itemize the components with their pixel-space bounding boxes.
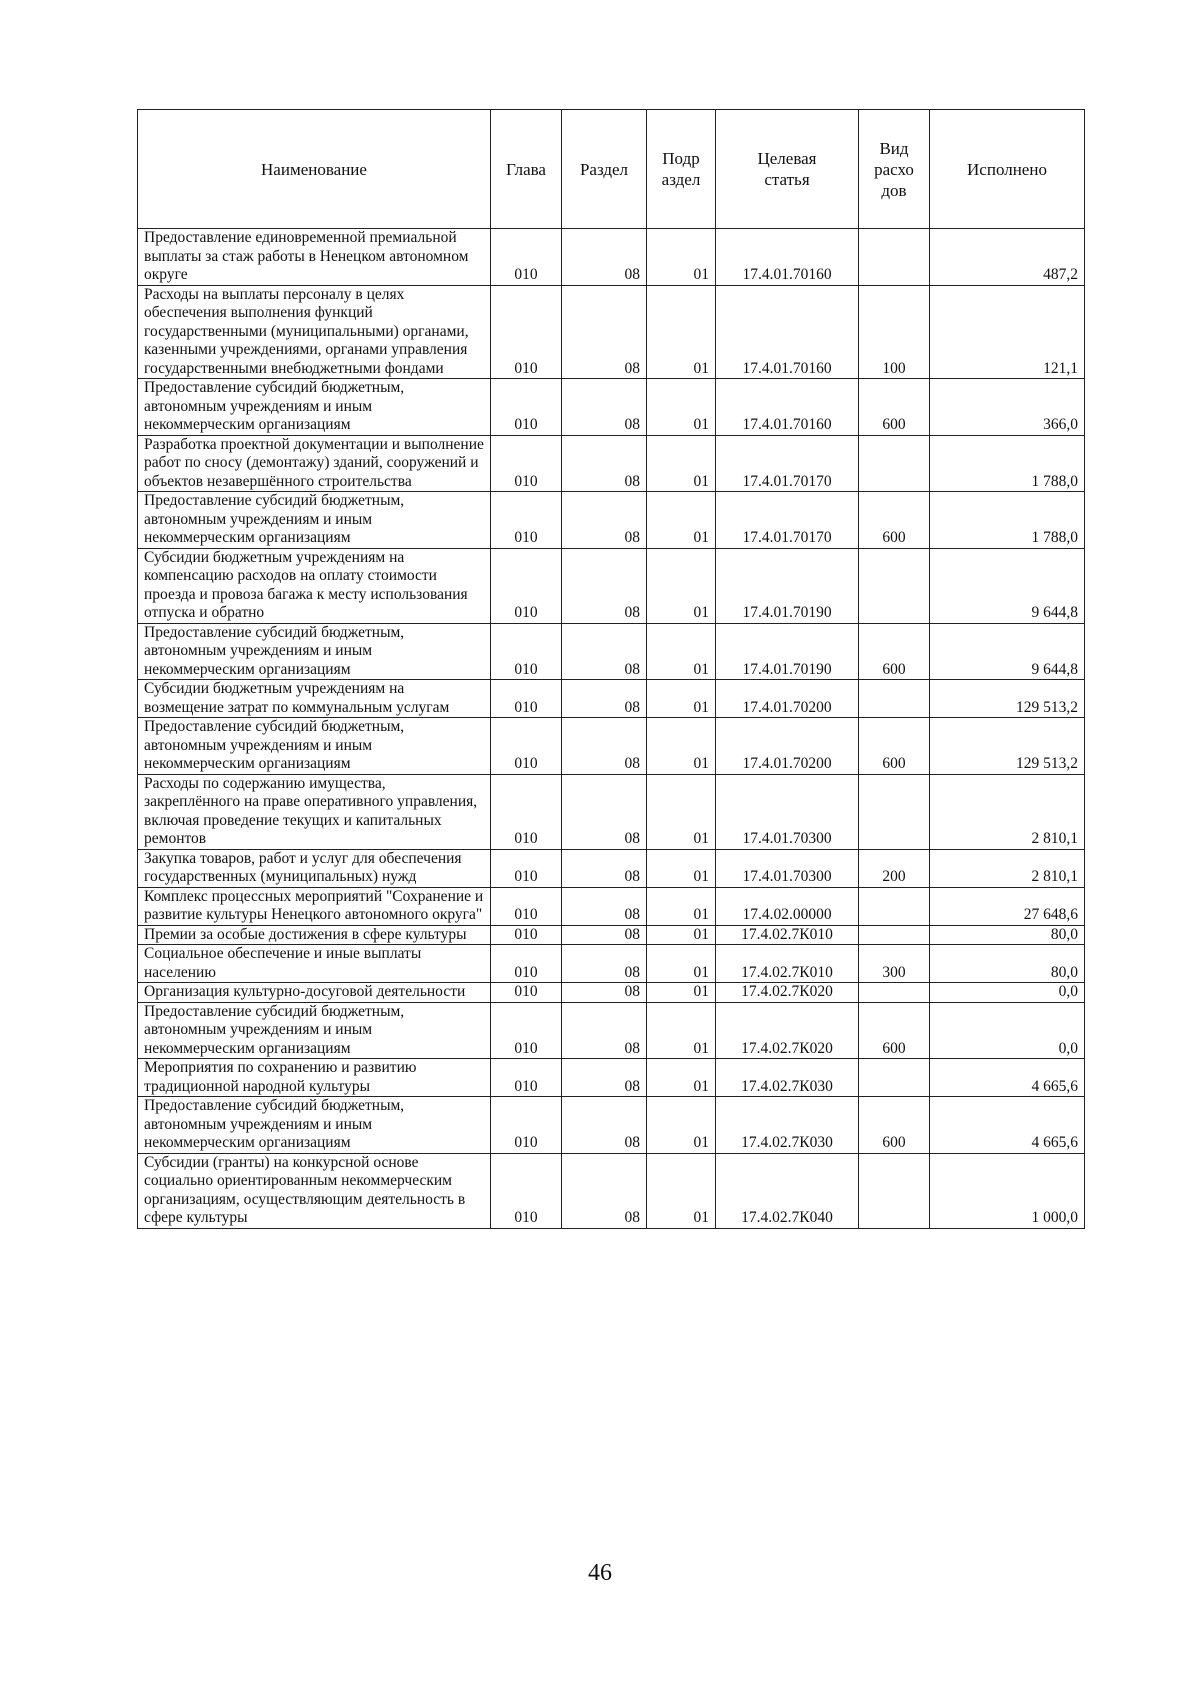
cell-name: Премии за особые достижения в сфере культуры	[138, 925, 491, 945]
table-row	[138, 983, 1085, 1003]
cell-ispolneno: 121,1	[930, 285, 1085, 379]
table-header	[138, 110, 1085, 229]
cell-razdel: 08	[562, 925, 647, 945]
cell-vid	[859, 680, 930, 718]
cell-glava: 010	[491, 680, 562, 718]
header-name: Наименование	[138, 110, 491, 229]
header-ispolneno: Исполнено	[930, 110, 1085, 229]
cell-ispolneno: 1 000,0	[930, 1153, 1085, 1228]
cell-name: Предоставление субсидий бюджетным, автономным учреждениям и иным некоммерческим организациям	[138, 623, 491, 680]
cell-podrazdel: 01	[647, 849, 716, 887]
cell-razdel: 08	[562, 492, 647, 549]
table-row	[138, 229, 1085, 286]
cell-ispolneno: 2 810,1	[930, 849, 1085, 887]
cell-vid	[859, 983, 930, 1003]
table-row	[138, 680, 1085, 718]
budget-table	[137, 109, 1085, 1229]
cell-glava: 010	[491, 774, 562, 849]
table-row	[138, 492, 1085, 549]
table-body	[138, 229, 1085, 1229]
cell-ispolneno: 80,0	[930, 945, 1085, 983]
cell-razdel: 08	[562, 887, 647, 925]
cell-podrazdel: 01	[647, 492, 716, 549]
cell-name: Закупка товаров, работ и услуг для обеспечения государственных (муниципальных) нужд	[138, 849, 491, 887]
cell-podrazdel: 01	[647, 229, 716, 286]
cell-podrazdel: 01	[647, 1059, 716, 1097]
table-row	[138, 887, 1085, 925]
table-row	[138, 1097, 1085, 1154]
cell-vid: 600	[859, 623, 930, 680]
cell-vid	[859, 435, 930, 492]
cell-podrazdel: 01	[647, 435, 716, 492]
cell-ispolneno: 1 788,0	[930, 492, 1085, 549]
cell-statya: 17.4.01.70190	[716, 548, 859, 623]
cell-vid	[859, 229, 930, 286]
cell-name: Предоставление субсидий бюджетным, автономным учреждениям и иным некоммерческим организациям	[138, 1097, 491, 1154]
cell-statya: 17.4.01.70170	[716, 492, 859, 549]
table-row	[138, 718, 1085, 775]
cell-glava: 010	[491, 548, 562, 623]
cell-podrazdel: 01	[647, 925, 716, 945]
cell-name: Расходы по содержанию имущества, закреплённого на праве оперативного управления, включая проведение текущих и капитальных ремонтов	[138, 774, 491, 849]
cell-statya: 17.4.02.00000	[716, 887, 859, 925]
table-row	[138, 945, 1085, 983]
cell-vid: 600	[859, 379, 930, 436]
cell-razdel: 08	[562, 285, 647, 379]
cell-glava: 010	[491, 379, 562, 436]
cell-ispolneno: 1 788,0	[930, 435, 1085, 492]
cell-podrazdel: 01	[647, 1153, 716, 1228]
cell-podrazdel: 01	[647, 623, 716, 680]
cell-vid: 600	[859, 492, 930, 549]
cell-razdel: 08	[562, 1002, 647, 1059]
cell-name: Субсидии (гранты) на конкурсной основе социально ориентированным некоммерческим организациям, осуществляющим деятельность в сфере культуры	[138, 1153, 491, 1228]
cell-statya: 17.4.01.70170	[716, 435, 859, 492]
cell-ispolneno: 4 665,6	[930, 1059, 1085, 1097]
cell-podrazdel: 01	[647, 774, 716, 849]
cell-ispolneno: 366,0	[930, 379, 1085, 436]
cell-glava: 010	[491, 229, 562, 286]
cell-ispolneno: 4 665,6	[930, 1097, 1085, 1154]
cell-glava: 010	[491, 1097, 562, 1154]
cell-name: Предоставление субсидий бюджетным, автономным учреждениям и иным некоммерческим организациям	[138, 492, 491, 549]
cell-statya: 17.4.02.7К020	[716, 983, 859, 1003]
cell-statya: 17.4.01.70300	[716, 774, 859, 849]
cell-razdel: 08	[562, 229, 647, 286]
cell-razdel: 08	[562, 983, 647, 1003]
cell-statya: 17.4.02.7К040	[716, 1153, 859, 1228]
cell-statya: 17.4.02.7К030	[716, 1097, 859, 1154]
header-razdel: Раздел	[562, 110, 647, 229]
cell-glava: 010	[491, 983, 562, 1003]
table-row	[138, 623, 1085, 680]
cell-glava: 010	[491, 1059, 562, 1097]
table-row	[138, 774, 1085, 849]
cell-vid: 600	[859, 718, 930, 775]
cell-glava: 010	[491, 623, 562, 680]
cell-vid: 300	[859, 945, 930, 983]
cell-razdel: 08	[562, 1097, 647, 1154]
header-row	[138, 110, 1085, 229]
cell-ispolneno: 9 644,8	[930, 623, 1085, 680]
table-row	[138, 548, 1085, 623]
cell-name: Расходы на выплаты персоналу в целях обеспечения выполнения функций государственными (муниципальными) органами, казенными учреждениями, органами управления государственными внебюджетными фондами	[138, 285, 491, 379]
cell-vid: 600	[859, 1097, 930, 1154]
cell-podrazdel: 01	[647, 1002, 716, 1059]
cell-vid	[859, 1059, 930, 1097]
table-row	[138, 849, 1085, 887]
cell-glava: 010	[491, 285, 562, 379]
cell-statya: 17.4.01.70160	[716, 379, 859, 436]
cell-razdel: 08	[562, 849, 647, 887]
cell-vid	[859, 774, 930, 849]
cell-glava: 010	[491, 887, 562, 925]
cell-ispolneno: 487,2	[930, 229, 1085, 286]
header-glava: Глава	[491, 110, 562, 229]
cell-razdel: 08	[562, 774, 647, 849]
cell-podrazdel: 01	[647, 548, 716, 623]
cell-statya: 17.4.01.70190	[716, 623, 859, 680]
cell-razdel: 08	[562, 435, 647, 492]
header-vid: Вид расхо дов	[859, 110, 930, 229]
cell-razdel: 08	[562, 623, 647, 680]
cell-podrazdel: 01	[647, 680, 716, 718]
cell-statya: 17.4.02.7К010	[716, 925, 859, 945]
table-row	[138, 1002, 1085, 1059]
cell-statya: 17.4.02.7К020	[716, 1002, 859, 1059]
cell-statya: 17.4.01.70300	[716, 849, 859, 887]
cell-vid	[859, 887, 930, 925]
header-podrazdel: Подр аздел	[647, 110, 716, 229]
table-row	[138, 435, 1085, 492]
cell-razdel: 08	[562, 680, 647, 718]
cell-statya: 17.4.02.7К030	[716, 1059, 859, 1097]
cell-name: Разработка проектной документации и выполнение работ по сносу (демонтажу) зданий, сооружений и объектов незавершённого строительства	[138, 435, 491, 492]
table-row	[138, 1059, 1085, 1097]
cell-podrazdel: 01	[647, 718, 716, 775]
cell-ispolneno: 129 513,2	[930, 680, 1085, 718]
cell-podrazdel: 01	[647, 379, 716, 436]
cell-vid	[859, 925, 930, 945]
cell-razdel: 08	[562, 548, 647, 623]
cell-vid: 100	[859, 285, 930, 379]
table-row	[138, 925, 1085, 945]
cell-glava: 010	[491, 945, 562, 983]
cell-glava: 010	[491, 492, 562, 549]
cell-name: Субсидии бюджетным учреждениям на компенсацию расходов на оплату стоимости проезда и провоза багажа к месту использования отпуска и обратно	[138, 548, 491, 623]
cell-ispolneno: 2 810,1	[930, 774, 1085, 849]
table-row	[138, 285, 1085, 379]
cell-glava: 010	[491, 925, 562, 945]
cell-statya: 17.4.01.70160	[716, 285, 859, 379]
cell-ispolneno: 0,0	[930, 983, 1085, 1003]
cell-name: Мероприятия по сохранению и развитию традиционной народной культуры	[138, 1059, 491, 1097]
cell-podrazdel: 01	[647, 983, 716, 1003]
cell-statya: 17.4.01.70200	[716, 680, 859, 718]
table-row	[138, 1153, 1085, 1228]
cell-name: Субсидии бюджетным учреждениям на возмещение затрат по коммунальным услугам	[138, 680, 491, 718]
cell-razdel: 08	[562, 945, 647, 983]
cell-razdel: 08	[562, 718, 647, 775]
cell-statya: 17.4.01.70200	[716, 718, 859, 775]
page-number: 46	[588, 1560, 612, 1586]
cell-statya: 17.4.02.7К010	[716, 945, 859, 983]
header-statya: Целевая статья	[716, 110, 859, 229]
table-row	[138, 379, 1085, 436]
cell-vid	[859, 548, 930, 623]
cell-podrazdel: 01	[647, 285, 716, 379]
cell-name: Социальное обеспечение и иные выплаты населению	[138, 945, 491, 983]
cell-glava: 010	[491, 435, 562, 492]
cell-name: Предоставление субсидий бюджетным, автономным учреждениям и иным некоммерческим организациям	[138, 718, 491, 775]
cell-ispolneno: 9 644,8	[930, 548, 1085, 623]
cell-name: Предоставление субсидий бюджетным, автономным учреждениям и иным некоммерческим организациям	[138, 379, 491, 436]
cell-glava: 010	[491, 1153, 562, 1228]
cell-podrazdel: 01	[647, 1097, 716, 1154]
cell-glava: 010	[491, 849, 562, 887]
cell-razdel: 08	[562, 379, 647, 436]
cell-name: Организация культурно-досуговой деятельности	[138, 983, 491, 1003]
cell-name: Предоставление субсидий бюджетным, автономным учреждениям и иным некоммерческим организациям	[138, 1002, 491, 1059]
cell-ispolneno: 80,0	[930, 925, 1085, 945]
cell-vid: 200	[859, 849, 930, 887]
cell-vid	[859, 1153, 930, 1228]
cell-name: Предоставление единовременной премиальной выплаты за стаж работы в Ненецком автономном округе	[138, 229, 491, 286]
cell-ispolneno: 129 513,2	[930, 718, 1085, 775]
cell-ispolneno: 27 648,6	[930, 887, 1085, 925]
cell-vid: 600	[859, 1002, 930, 1059]
cell-razdel: 08	[562, 1153, 647, 1228]
cell-razdel: 08	[562, 1059, 647, 1097]
cell-podrazdel: 01	[647, 887, 716, 925]
cell-statya: 17.4.01.70160	[716, 229, 859, 286]
cell-podrazdel: 01	[647, 945, 716, 983]
cell-name: Комплекс процессных мероприятий "Сохранение и развитие культуры Ненецкого автономного округа"	[138, 887, 491, 925]
cell-glava: 010	[491, 1002, 562, 1059]
cell-ispolneno: 0,0	[930, 1002, 1085, 1059]
cell-glava: 010	[491, 718, 562, 775]
